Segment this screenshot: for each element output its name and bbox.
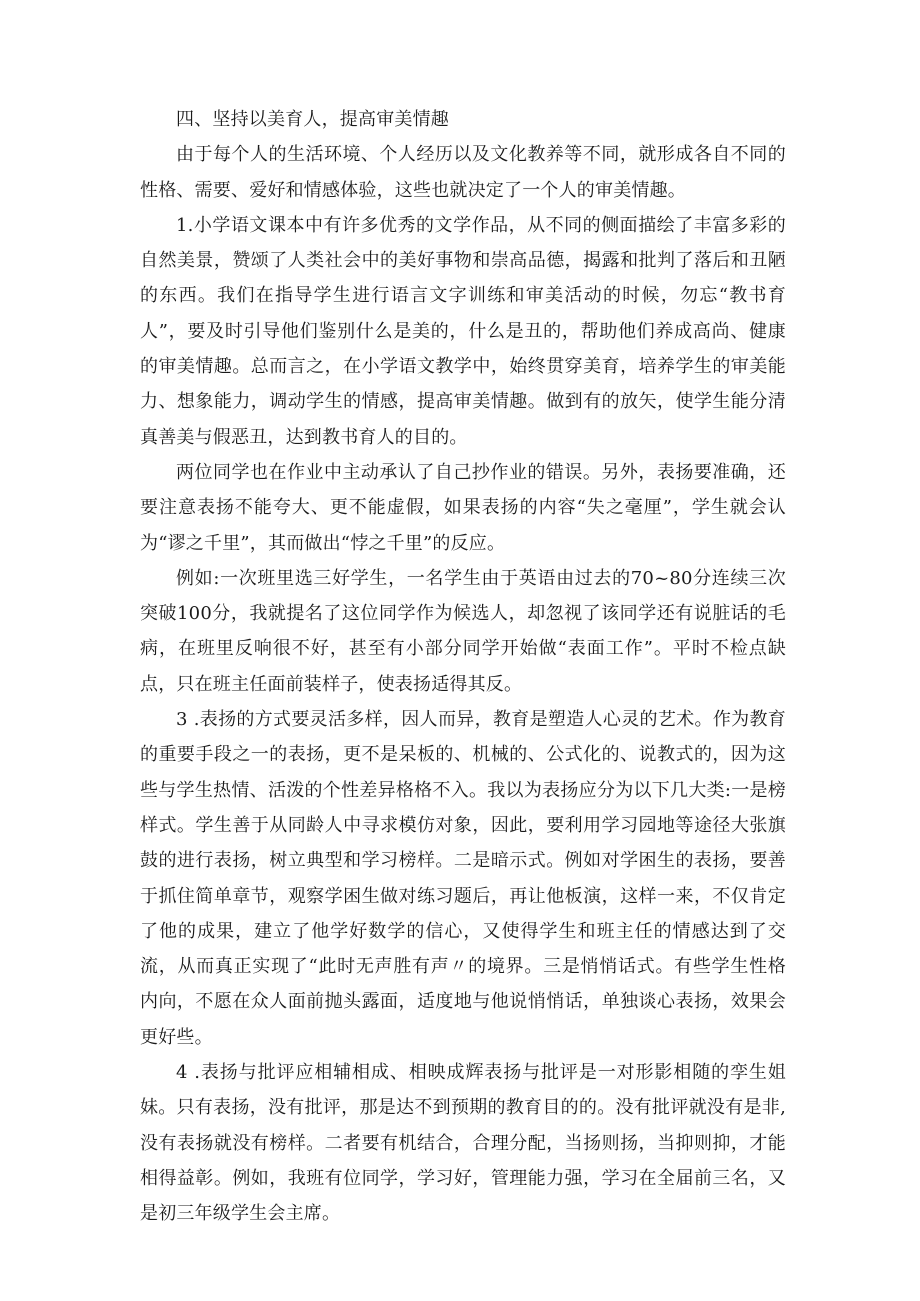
document-body xyxy=(140,102,786,1232)
section-heading: 四、坚持以美育人，提高审美情趣 xyxy=(176,109,449,130)
paragraph-point-4: 4 .表扬与批评应相辅相成、相映成辉表扬与批评是一对形影相随的孪生姐妹。只有表扬，没有批评，那是达不到预期的教育目的的。没有批评就没有是非,没有表扬就没有榜样。二者要有机结合，合理分配，当扬则扬，当抑则抑，才能相得益彰。例如，我班有位同学，学习好，管理能力强，学习在全届前三名，又是初三年级学生会主席。 xyxy=(140,1062,786,1225)
paragraph-intro: 由于每个人的生活环境、个人经历以及文化教养等不同，就形成各自不同的性格、需要、爱好和情感体验，这些也就决定了一个人的审美情趣。 xyxy=(140,144,786,201)
paragraph-accuracy: 两位同学也在作业中主动承认了自己抄作业的错误。另外，表扬要准确，还要注意表扬不能夸大、更不能虚假，如果表扬的内容“失之毫厘”，学生就会认为“谬之千里”，其而做出“悖之千里”的反应。 xyxy=(140,461,786,554)
paragraph-example: 例如:一次班里选三好学生，一名学生由于英语由过去的70~80分连续三次突破100分，我就提名了这位同学作为候选人，却忽视了该同学还有说脏话的毛病，在班里反响很不好，甚至有小部分同学开始做“表面工作”。平时不检点缺点，只在班主任面前装样子，使表扬适得其反。 xyxy=(140,567,786,695)
paragraph-point-1: 1.小学语文课本中有许多优秀的文学作品，从不同的侧面描绘了丰富多彩的自然美景，赞颂了人类社会中的美好事物和崇高品德，揭露和批判了落后和丑陋的东西。我们在指导学生进行语言文字训练和审美活动的时候，勿忘“教书育人”，要及时引导他们鉴别什么是美的，什么是丑的，帮助他们养成高尚、健康的审美情趣。总而言之，在小学语文教学中，始终贯穿美育，培养学生的审美能力、想象能力，调动学生的情感，提高审美情趣。做到有的放矢，使学生能分清真善美与假恶丑，达到教书育人的目的。 xyxy=(140,214,786,448)
paragraph-point-3: 3 .表扬的方式要灵活多样，因人而异，教育是塑造人心灵的艺术。作为教育的重要手段之一的表扬，更不是呆板的、机械的、公式化的、说教式的，因为这些与学生热情、活泼的个性差异格格不入。我以为表扬应分为以下几大类:一是榜样式。学生善于从同龄人中寻求模仿对象，因此，要利用学习园地等途径大张旗鼓的进行表扬，树立典型和学习榜样。二是暗示式。例如对学困生的表扬，要善于抓住简单章节，观察学困生做对练习题后，再让他板演，这样一来，不仅肯定了他的成果，建立了他学好数学的信心，又使得学生和班主任的情感达到了交流，从而真正实现了“此时无声胜有声〃的境界。三是悄悄话式。有些学生性格内向，不愿在众人面前抛头露面，适度地与他说悄悄话，单独谈心表扬，效果会更好些。 xyxy=(140,709,786,1048)
